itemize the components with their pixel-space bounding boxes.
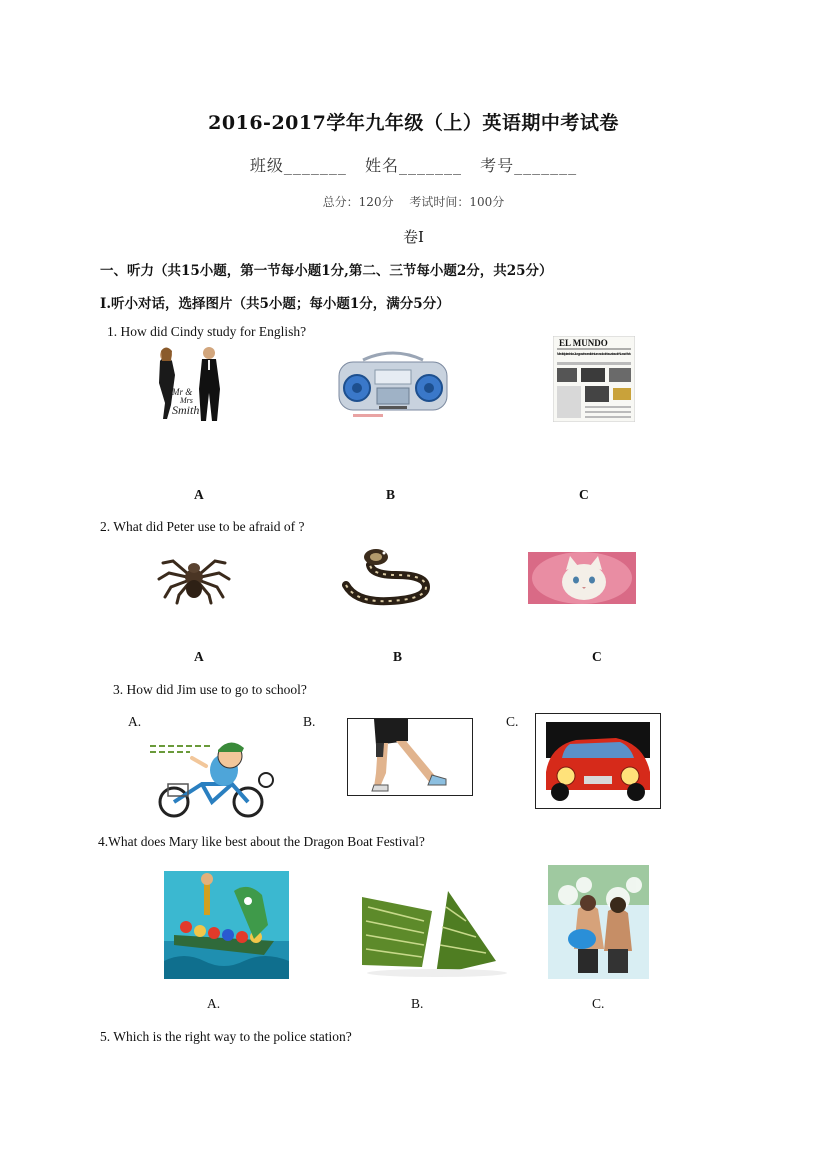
- q2-option-c[interactable]: C: [592, 649, 602, 664]
- q4-option-c[interactable]: C.: [592, 996, 605, 1011]
- snake-image: [336, 545, 434, 607]
- question-1: 1. How did Cindy study for English?: [107, 324, 307, 339]
- total-score: 总分：120分: [322, 195, 394, 209]
- zongzi-image: [362, 887, 512, 979]
- poster-title-line1: Mr &: [172, 387, 193, 397]
- newspaper-image: [553, 336, 635, 422]
- q2-option-a[interactable]: A: [194, 649, 204, 664]
- question-5: 5. Which is the right way to the police station?: [100, 1029, 352, 1044]
- subsection-heading: Ⅰ.听小对话，选择图片（共5小题；每小题1分，满分5分）: [100, 296, 450, 312]
- question-4: 4.What does Mary like best about the Dragon Boat Festival?: [98, 834, 425, 849]
- walking-legs-image: [347, 718, 473, 796]
- newspaper-masthead: EL MUNDO: [559, 338, 608, 348]
- q1-option-c[interactable]: C: [579, 487, 589, 502]
- q1-option-b[interactable]: B: [386, 487, 396, 502]
- q1-option-a[interactable]: A: [194, 487, 204, 502]
- movie-poster-image: [150, 343, 234, 427]
- q3-option-a[interactable]: A.: [128, 714, 142, 729]
- section-heading: 一、听力（共15小题，第一节每小题1分,第二、三节每小题2分，共25分）: [100, 263, 553, 279]
- car-image: [535, 713, 661, 809]
- exam-time: 考试时间：100分: [409, 195, 505, 209]
- dragon-boat-image: [164, 871, 289, 979]
- score-info: [0, 193, 827, 210]
- q3-option-b[interactable]: B.: [303, 714, 316, 729]
- exam-title: 2016-2017学年九年级（上）英语期中考试卷: [208, 112, 619, 134]
- q4-option-a[interactable]: A.: [207, 996, 221, 1011]
- class-field: 班级_______: [249, 156, 347, 175]
- student-info-line: [0, 153, 827, 176]
- exam-number-field: 考号_______: [480, 156, 578, 175]
- poster-title-line3: Smith: [172, 403, 200, 417]
- poster-title-line2: Mrs: [180, 396, 193, 405]
- q3-option-c[interactable]: C.: [506, 714, 519, 729]
- q2-option-b[interactable]: B: [393, 649, 403, 664]
- bike-rider-image: [150, 740, 274, 818]
- q4-option-b[interactable]: B.: [411, 996, 424, 1011]
- question-3: 3. How did Jim use to go to school?: [113, 682, 307, 697]
- name-field: 姓名_______: [364, 156, 462, 175]
- spider-image: [147, 545, 241, 607]
- water-splashing-image: [548, 865, 649, 979]
- radio-cassette-image: [333, 344, 453, 422]
- question-2: 2. What did Peter use to be afraid of ?: [100, 519, 305, 534]
- kitten-image: [528, 552, 636, 604]
- newspaper-headline: Madrid pierde los Juegos al no recibir ni uno solo de los votos de Nueva York: [557, 352, 631, 356]
- volume-heading: 卷Ⅰ: [403, 228, 424, 246]
